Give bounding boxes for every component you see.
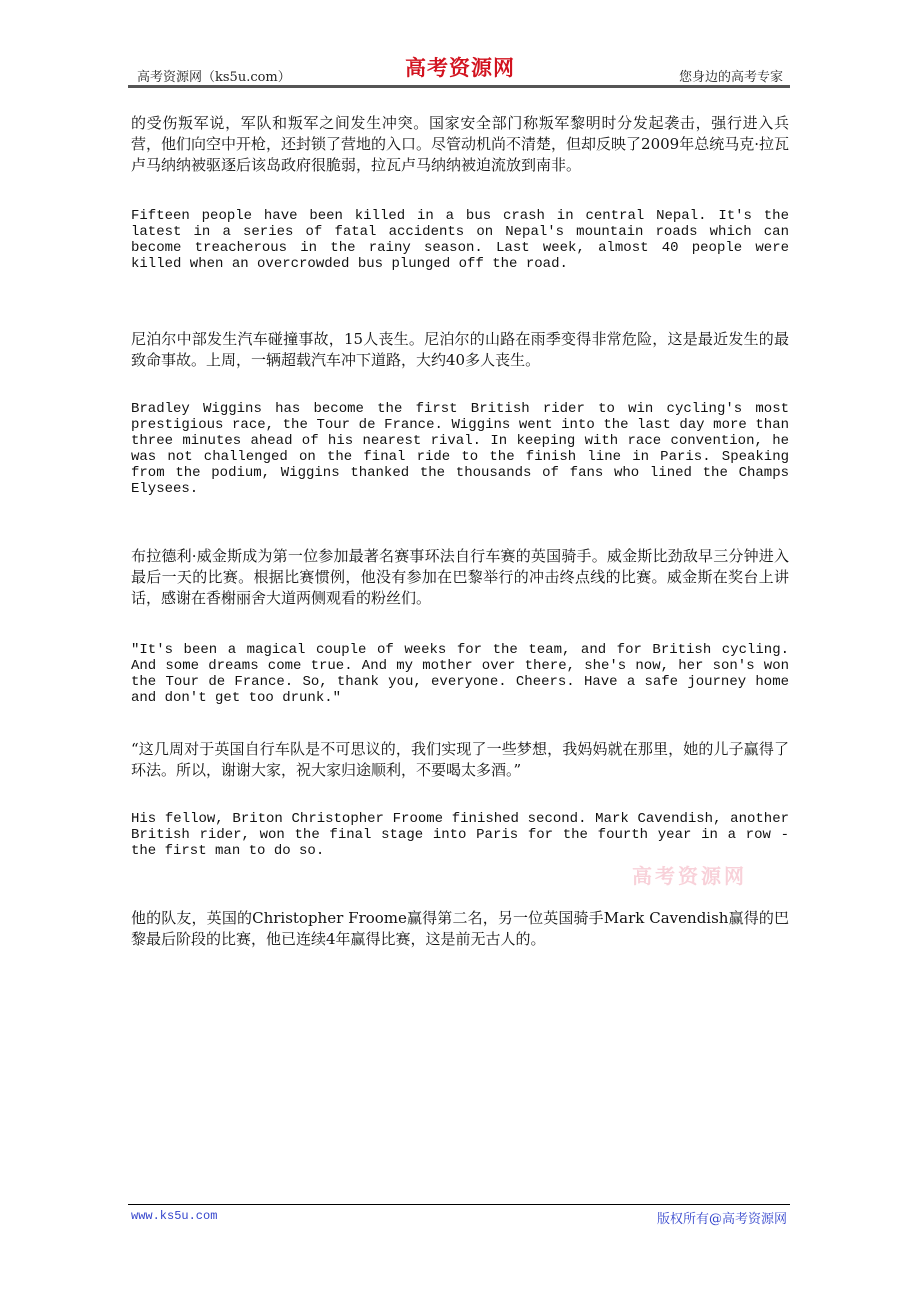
- paragraph-zh: 尼泊尔中部发生汽车碰撞事故，15人丧生。尼泊尔的山路在雨季变得非常危险，这是最近发生的最致命事故。上周，一辆超载汽车冲下道路，大约40多人丧生。: [131, 330, 789, 369]
- paragraph-zh: “这几周对于英国自行车队是不可思议的，我们实现了一些梦想，我妈妈就在那里，她的儿子赢得了环法。所以，谢谢大家，祝大家归途顺利，不要喝太多酒。”: [131, 740, 789, 779]
- watermark: 高考资源网: [632, 864, 747, 888]
- header-rule: [128, 85, 790, 88]
- header-logo: 高考资源网: [405, 55, 515, 80]
- footer-copyright: 版权所有@高考资源网: [656, 1212, 787, 1227]
- paragraph-en: His fellow, Briton Christopher Froome finished second. Mark Cavendish, another British rider, won the final stage into Paris for the fourth year in a row - the first man to do so.: [131, 811, 789, 859]
- footer-link[interactable]: www.ks5u.com: [131, 1209, 218, 1223]
- footer-rule: [128, 1204, 790, 1205]
- paragraph-en: Fifteen people have been killed in a bus crash in central Nepal. It's the latest in a series of fatal accidents on Nepal's mountain roads which can become treacherous in the rainy season. Last week, almost 40 people were killed when an overcrowded bus plunged off the road.: [131, 208, 789, 272]
- header-left-text: 高考资源网（ks5u.com）: [137, 70, 291, 85]
- paragraph-en: "It's been a magical couple of weeks for the team, and for British cycling. And some dreams come true. And my mother over there, she's now, her son's won the Tour de France. So, thank you, everyone. Cheers. Have a safe journey home and don't get too drunk.": [131, 642, 789, 706]
- paragraph-en: Bradley Wiggins has become the first British rider to win cycling's most prestigious race, the Tour de France. Wiggins went into the last day more than three minutes ahead of his nearest rival. In keeping with race convention, he was not challenged on the final ride to the finish line in Paris. Speaking from the podium, Wiggins thanked the thousands of fans who lined the Champs Elysees.: [131, 401, 789, 497]
- header-right-text: 您身边的高考专家: [678, 70, 783, 85]
- paragraph-zh: 的受伤叛军说，军队和叛军之间发生冲突。国家安全部门称叛军黎明时分发起袭击，强行进入兵营，他们向空中开枪，还封锁了营地的入口。尽管动机尚不清楚，但却反映了2009年总统马克·拉瓦卢马纳纳被驱逐后该岛政府很脆弱，拉瓦卢马纳纳被迫流放到南非。: [131, 114, 789, 174]
- paragraph-zh: 布拉德利·威金斯成为第一位参加最著名赛事环法自行车赛的英国骑手。威金斯比劲敌早三分钟进入最后一天的比赛。根据比赛惯例，他没有参加在巴黎举行的冲击终点线的比赛。威金斯在奖台上讲话，感谢在香榭丽舍大道两侧观看的粉丝们。: [131, 547, 789, 607]
- paragraph-zh: 他的队友，英国的Christopher Froome赢得第二名，另一位英国骑手Mark Cavendish赢得的巴黎最后阶段的比赛，他已连续4年赢得比赛，这是前无古人的。: [131, 909, 789, 948]
